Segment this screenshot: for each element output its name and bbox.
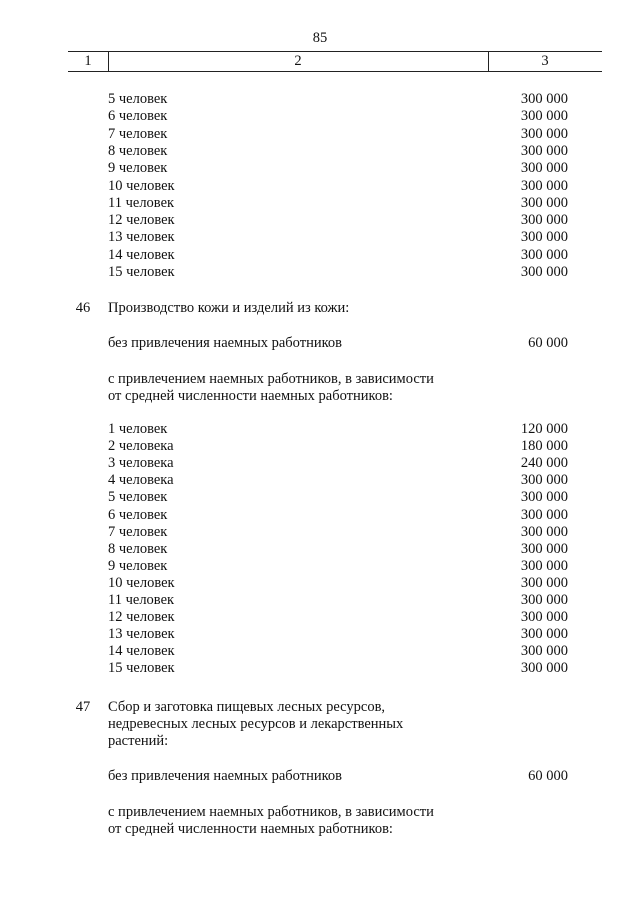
row-label: 9 человек: [108, 557, 168, 574]
row-label: 12 человек: [108, 212, 175, 229]
row-label: 8 человек: [108, 540, 168, 557]
with-employees-text: с привлечением наемных работников, в зависимости: [108, 371, 434, 387]
row-label: 15 человек: [108, 660, 175, 677]
page-number: 85: [312, 30, 328, 46]
row-value: 180 000: [520, 438, 568, 455]
without-employees-value: 60 000: [528, 335, 568, 351]
row-value: 300 000: [520, 643, 568, 660]
without-employees-value: 60 000: [528, 768, 568, 784]
row-value: 300 000: [520, 523, 568, 540]
row-label: 14 человек: [108, 246, 175, 263]
header-top-rule: [68, 51, 602, 52]
row-value: 300 000: [520, 626, 568, 643]
row-label: 11 человек: [108, 592, 175, 608]
item-number: 47: [75, 699, 91, 715]
row-value: 300 000: [520, 229, 568, 246]
row-value: 120 000: [520, 421, 568, 437]
row-value: 300 000: [520, 142, 568, 159]
row-value: 300 000: [520, 592, 568, 608]
row-label: 11 человек: [108, 194, 175, 211]
row-label: 12 человек: [108, 609, 175, 626]
row-value: 300 000: [520, 506, 568, 523]
row-value: 300 000: [520, 212, 568, 229]
row-value: 300 000: [520, 108, 568, 125]
row-label: 15 человек: [108, 264, 175, 280]
row-label: 14 человек: [108, 643, 175, 660]
row-value: 300 000: [520, 160, 568, 177]
row-value: 300 000: [520, 91, 568, 107]
header-col-1: 1: [84, 53, 92, 69]
row-value: 240 000: [520, 455, 568, 472]
row-label: 7 человек: [108, 125, 168, 142]
row-value: 300 000: [520, 660, 568, 677]
row-label: 5 человек: [108, 91, 168, 107]
row-label: 13 человек: [108, 229, 175, 246]
row-label: 10 человек: [108, 574, 175, 591]
row-label: 5 человек: [108, 489, 168, 506]
header-col-3: 3: [541, 53, 549, 69]
with-employees-text: с привлечением наемных работников, в зависимости: [108, 804, 434, 820]
row-label: 10 человек: [108, 177, 175, 194]
header-col-2: 2: [294, 53, 302, 69]
without-employees-label: без привлечения наемных работников: [108, 335, 342, 351]
row-value: 300 000: [520, 609, 568, 626]
row-value: 300 000: [520, 574, 568, 591]
row-value: 300 000: [520, 246, 568, 263]
row-label: 3 человека: [108, 455, 174, 472]
row-label: 7 человек: [108, 523, 168, 540]
row-value: 300 000: [520, 264, 568, 280]
row-value: 300 000: [520, 489, 568, 506]
without-employees-label: без привлечения наемных работников: [108, 768, 342, 784]
row-label: 9 человек: [108, 160, 168, 177]
row-value: 300 000: [520, 177, 568, 194]
row-value: 300 000: [520, 557, 568, 574]
row-value: 300 000: [520, 194, 568, 211]
row-label: 6 человек: [108, 506, 168, 523]
column-header-row: [68, 51, 602, 72]
row-label: 13 человек: [108, 626, 175, 643]
row-value: 300 000: [520, 472, 568, 489]
item-title: растений:: [108, 733, 169, 749]
row-label: 4 человека: [108, 472, 174, 489]
row-value: 300 000: [520, 540, 568, 557]
item-number: 46: [75, 300, 91, 316]
row-label: 2 человека: [108, 438, 174, 455]
item-title: Производство кожи и изделий из кожи:: [108, 300, 350, 316]
row-label: 1 человек: [108, 421, 168, 437]
header-bottom-rule: [68, 71, 602, 72]
item-title: Сбор и заготовка пищевых лесных ресурсов,: [108, 699, 386, 715]
row-value: 300 000: [520, 125, 568, 142]
item-title: недревесных лесных ресурсов и лекарственных: [108, 716, 404, 732]
row-label: 6 человек: [108, 108, 168, 125]
with-employees-text: от средней численности наемных работников:: [108, 821, 393, 837]
row-label: 8 человек: [108, 142, 168, 159]
with-employees-text: от средней численности наемных работников:: [108, 388, 393, 404]
